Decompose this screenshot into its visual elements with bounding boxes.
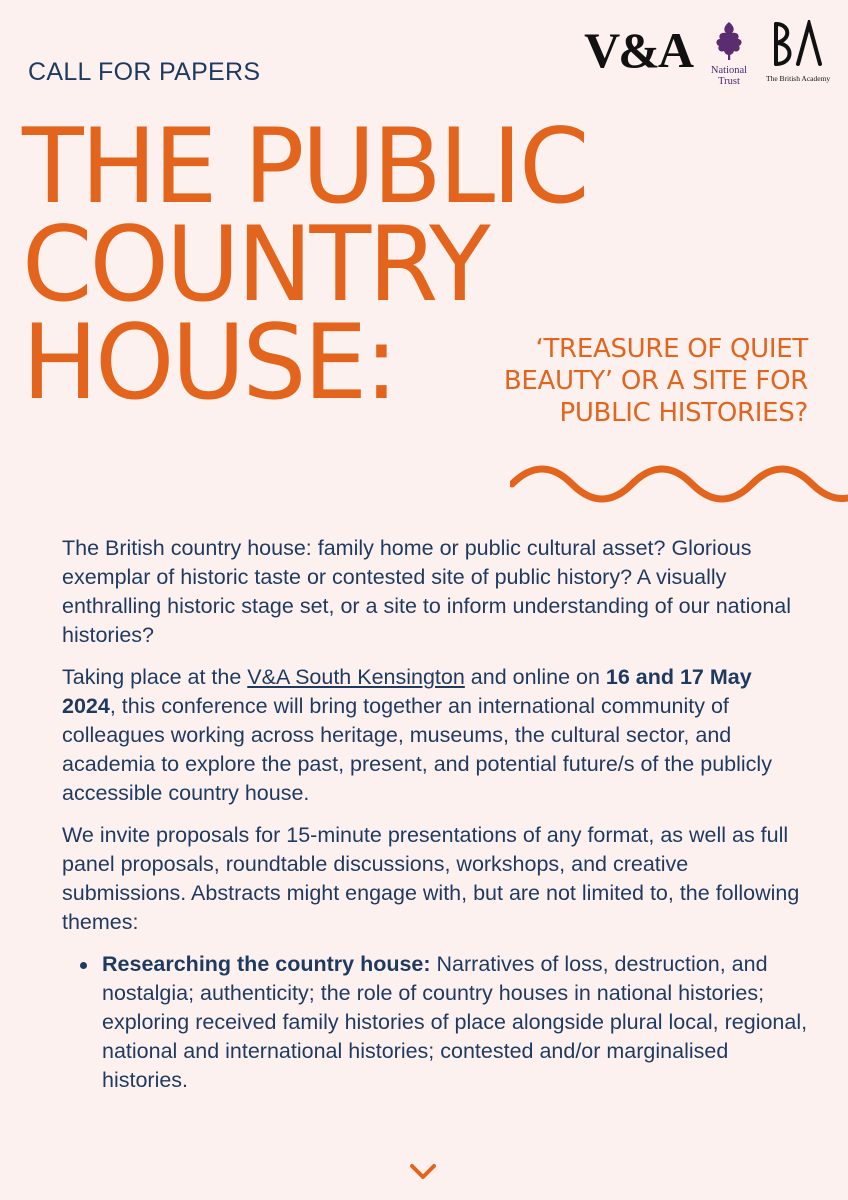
theme-title: Researching the country house: xyxy=(102,952,431,976)
british-academy-text: The British Academy xyxy=(766,74,831,83)
partner-logos xyxy=(584,20,831,87)
subtitle-line-1: ‘TREASURE OF QUIET xyxy=(535,334,808,364)
theme-text: Narratives of loss, destruction, and nostalgia; authenticity; the role of country houses in national histories; exploring received family histories of place alongside plural local, regional, national and international histories; contested and/or marginalised histories. xyxy=(102,952,808,1092)
intro-paragraph: The British country house: family home or public cultural asset? Glorious exemplar of historic taste or contested site of public history? A visually enthralling historic stage set, or a site to inform understanding of our national histories? xyxy=(62,536,792,647)
event-paragraph xyxy=(62,663,810,808)
title-line-3: HOUSE: xyxy=(22,303,396,423)
ba-monogram-icon xyxy=(768,20,824,68)
title-line-2: COUNTRY xyxy=(22,205,488,325)
event-text-start: Taking place at the xyxy=(62,665,248,689)
body-text xyxy=(62,534,810,1095)
title-line-1: THE PUBLIC xyxy=(22,107,587,227)
decorative-wave xyxy=(510,462,848,508)
event-text-end: , this conference will bring together an international community of colleagues working across heritage, museums, the cultural sector, and academia to explore the past, present, and potential future/s of the publicly accessible country house. xyxy=(62,694,772,805)
oak-leaf-icon xyxy=(712,20,746,60)
event-dates: 16 and 17 May 2024 xyxy=(62,665,752,718)
header-label: CALL FOR PAPERS xyxy=(28,58,261,86)
page-title xyxy=(22,107,587,423)
invitation-paragraph: We invite proposals for 15-minute presentations of any format, as well as full panel proposals, roundtable discussions, workshops, and creative submissions. Abstracts might engage with, but are not limited to, the following themes: xyxy=(62,823,800,934)
national-trust-text-line-2: Trust xyxy=(718,76,740,87)
subtitle-line-3: PUBLIC HISTORIES? xyxy=(559,398,808,428)
venue-link[interactable]: V&A South Kensington xyxy=(247,665,465,689)
themes-list xyxy=(62,950,810,1095)
page-subtitle xyxy=(504,333,808,429)
national-trust-logo xyxy=(706,20,752,87)
subtitle-line-2: BEAUTY’ OR A SITE FOR xyxy=(503,366,808,396)
chevron-down-icon[interactable] xyxy=(408,1162,438,1182)
list-item xyxy=(102,950,810,1095)
british-academy-logo xyxy=(766,20,831,83)
va-logo: V&A xyxy=(584,22,692,78)
national-trust-text-line-1: National xyxy=(710,65,748,76)
event-text-middle: and online on xyxy=(464,665,606,689)
